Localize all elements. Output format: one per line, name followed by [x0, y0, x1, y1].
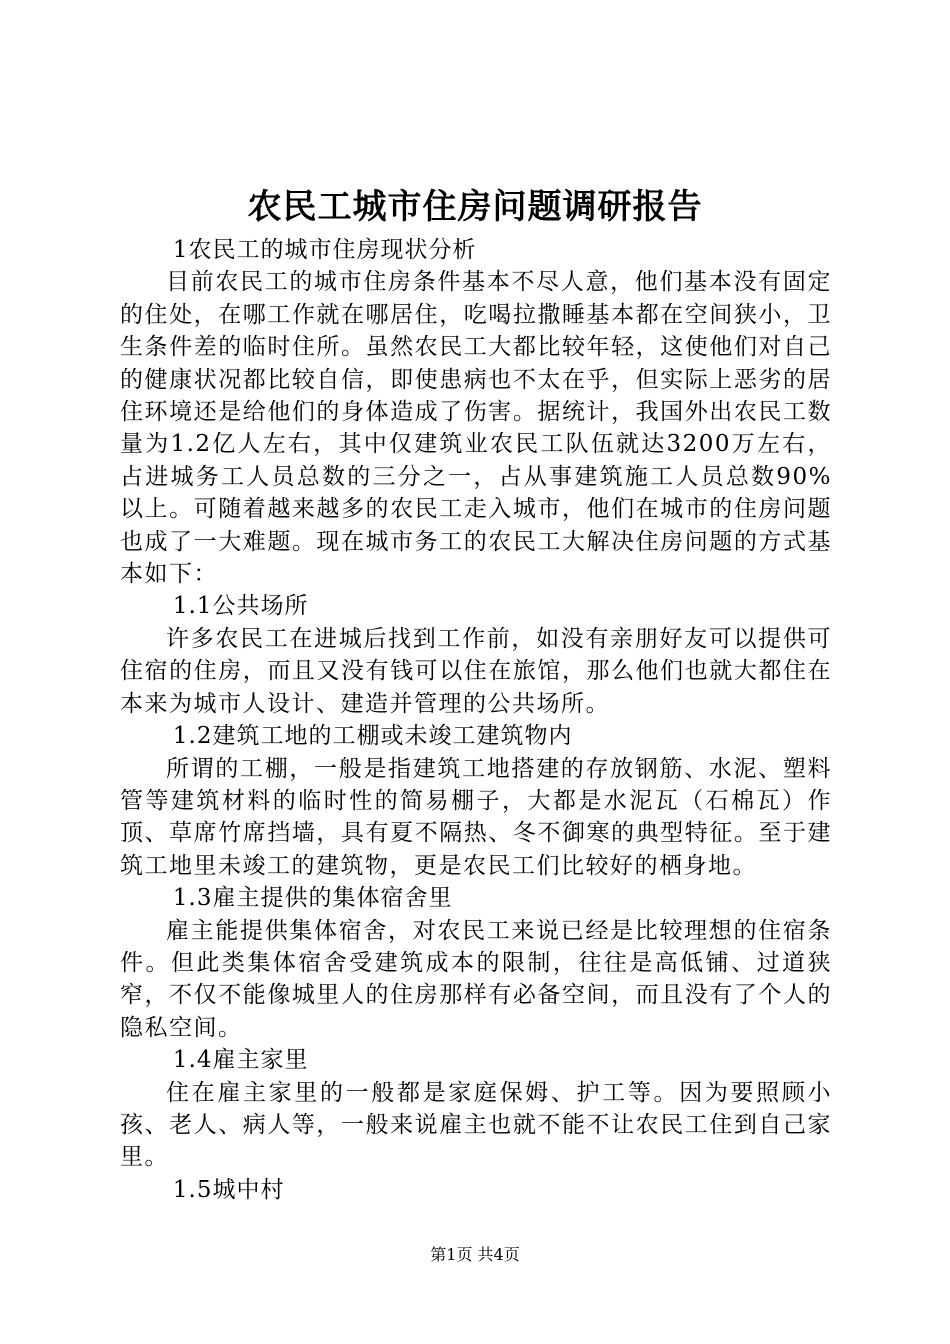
paragraph-1-3: 雇主能提供集体宿舍，对农民工来说已经是比较理想的住宿条件。但此类集体宿舍受建筑成本的限制，往往是高低铺、过道狭窄，不仅不能像城里人的住房那样有必备空间，而且没有了个人的隐私空间。	[120, 917, 832, 1041]
section-heading-1: 1农民工的城市住房现状分析	[172, 237, 477, 263]
section-heading-1-3: 1.3雇主提供的集体宿舍里	[172, 885, 453, 912]
paragraph-intro: 目前农民工的城市住房条件基本不尽人意，他们基本没有固定的住处，在哪工作就在哪居住，吃喝拉撒睡基本都在空间狭小，卫生条件差的临时住所。虽然农民工大都比较年轻，这使他们对自己的健康状况都比较自信，即使患病也不太在乎，但实际上恶劣的居住环境还是给他们的身体造成了伤害。据统计，我国外出农民工数量为1.2亿人左右，其中仅建筑业农民工队伍就达3200万左右，占进城务工人员总数的三分之一，占从事建筑施工人员总数90%以上。可随着越来越多的农民工走入城市，他们在城市的住房问题也成了一大难题。现在城市务工的农民工大解决住房问题的方式基本如下：	[120, 269, 832, 588]
section-heading-1-2: 1.2建筑工地的工棚或未竣工建筑物内	[172, 723, 573, 750]
section-heading-1-5: 1.5城中村	[172, 1176, 285, 1203]
document-title: 农民工城市住房问题调研报告	[247, 187, 703, 227]
document-body	[120, 234, 832, 1206]
paragraph-1-4: 住在雇主家里的一般都是家庭保姆、护工等。因为要照顾小孩、老人、病人等，一般来说雇主也就不能不让农民工住到自己家里。	[120, 1079, 832, 1171]
page-number-footer: 第1页 共4页	[430, 1245, 520, 1264]
section-heading-1-1: 1.1公共场所	[172, 593, 309, 620]
section-heading-1-4: 1.4雇主家里	[172, 1047, 309, 1074]
paragraph-1-2: 所谓的工棚，一般是指建筑工地搭建的存放钢筋、水泥、塑料管等建筑材料的临时性的简易棚子，大都是水泥瓦（石棉瓦）作顶、草席竹席挡墙，具有夏不隔热、冬不御寒的典型特征。至于建筑工地里未竣工的建筑物，更是农民工们比较好的栖身地。	[120, 755, 832, 879]
paragraph-1-1: 许多农民工在进城后找到工作前，如没有亲朋好友可以提供可住宿的住房，而且又没有钱可以住在旅馆，那么他们也就大都住在本来为城市人设计、建造并管理的公共场所。	[120, 625, 832, 717]
